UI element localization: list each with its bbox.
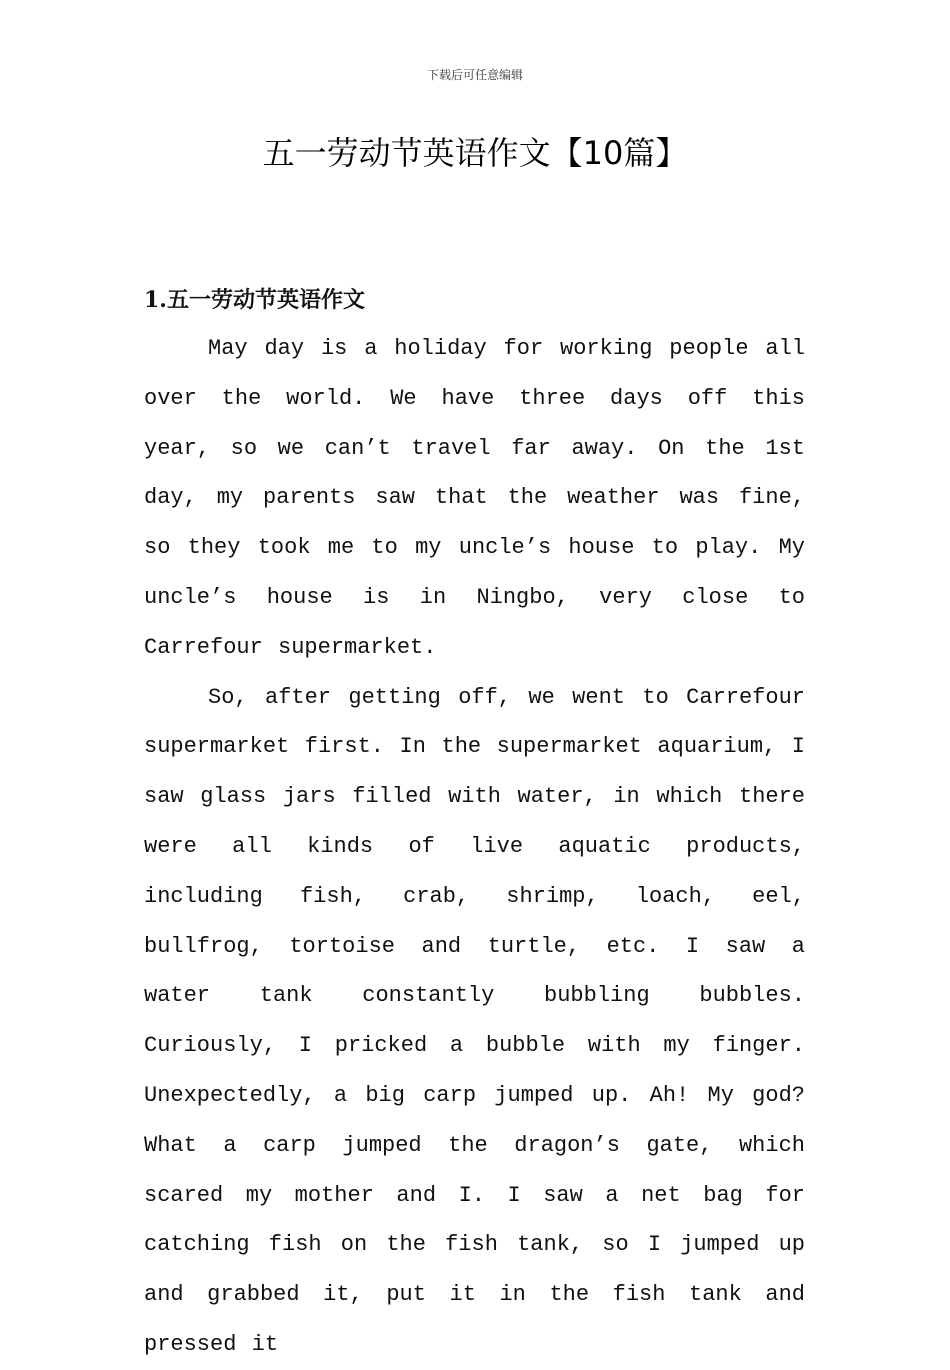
paragraph-1: May day is a holiday for working people all over the world. We have three days off this year, so we can’t travel far away. On the 1st day, my parents saw that the weather was fine, so they took me to my uncle’s house to play. My uncle’s house is in Ningbo, very close to Carrefour supermarket. <box>144 336 805 660</box>
essay-body <box>144 324 805 1370</box>
header-note: 下载后可任意编辑 <box>426 68 523 82</box>
document-title: 五一劳动节英语作文【10篇】 <box>262 134 688 172</box>
paragraph-2: So, after getting off, we went to Carrefour supermarket first. In the supermarket aquarium, I saw glass jars filled with water, in which there were all kinds of live aquatic products, including fish, crab, shrimp, loach, eel, bullfrog, tortoise and turtle, etc. I saw a water tank constantly bubbling bubbles. Curiously, I pricked a bubble with my finger. Unexpectedly, a big carp jumped up. Ah! My god? What a carp jumped the dragon’s gate, which scared my mother and I. I saw a net bag for catching fish on the fish tank, so I jumped up and grabbed it, put it in the fish tank and pressed it <box>144 684 805 1357</box>
section-heading: 1.五一劳动节英语作文 <box>144 287 365 313</box>
